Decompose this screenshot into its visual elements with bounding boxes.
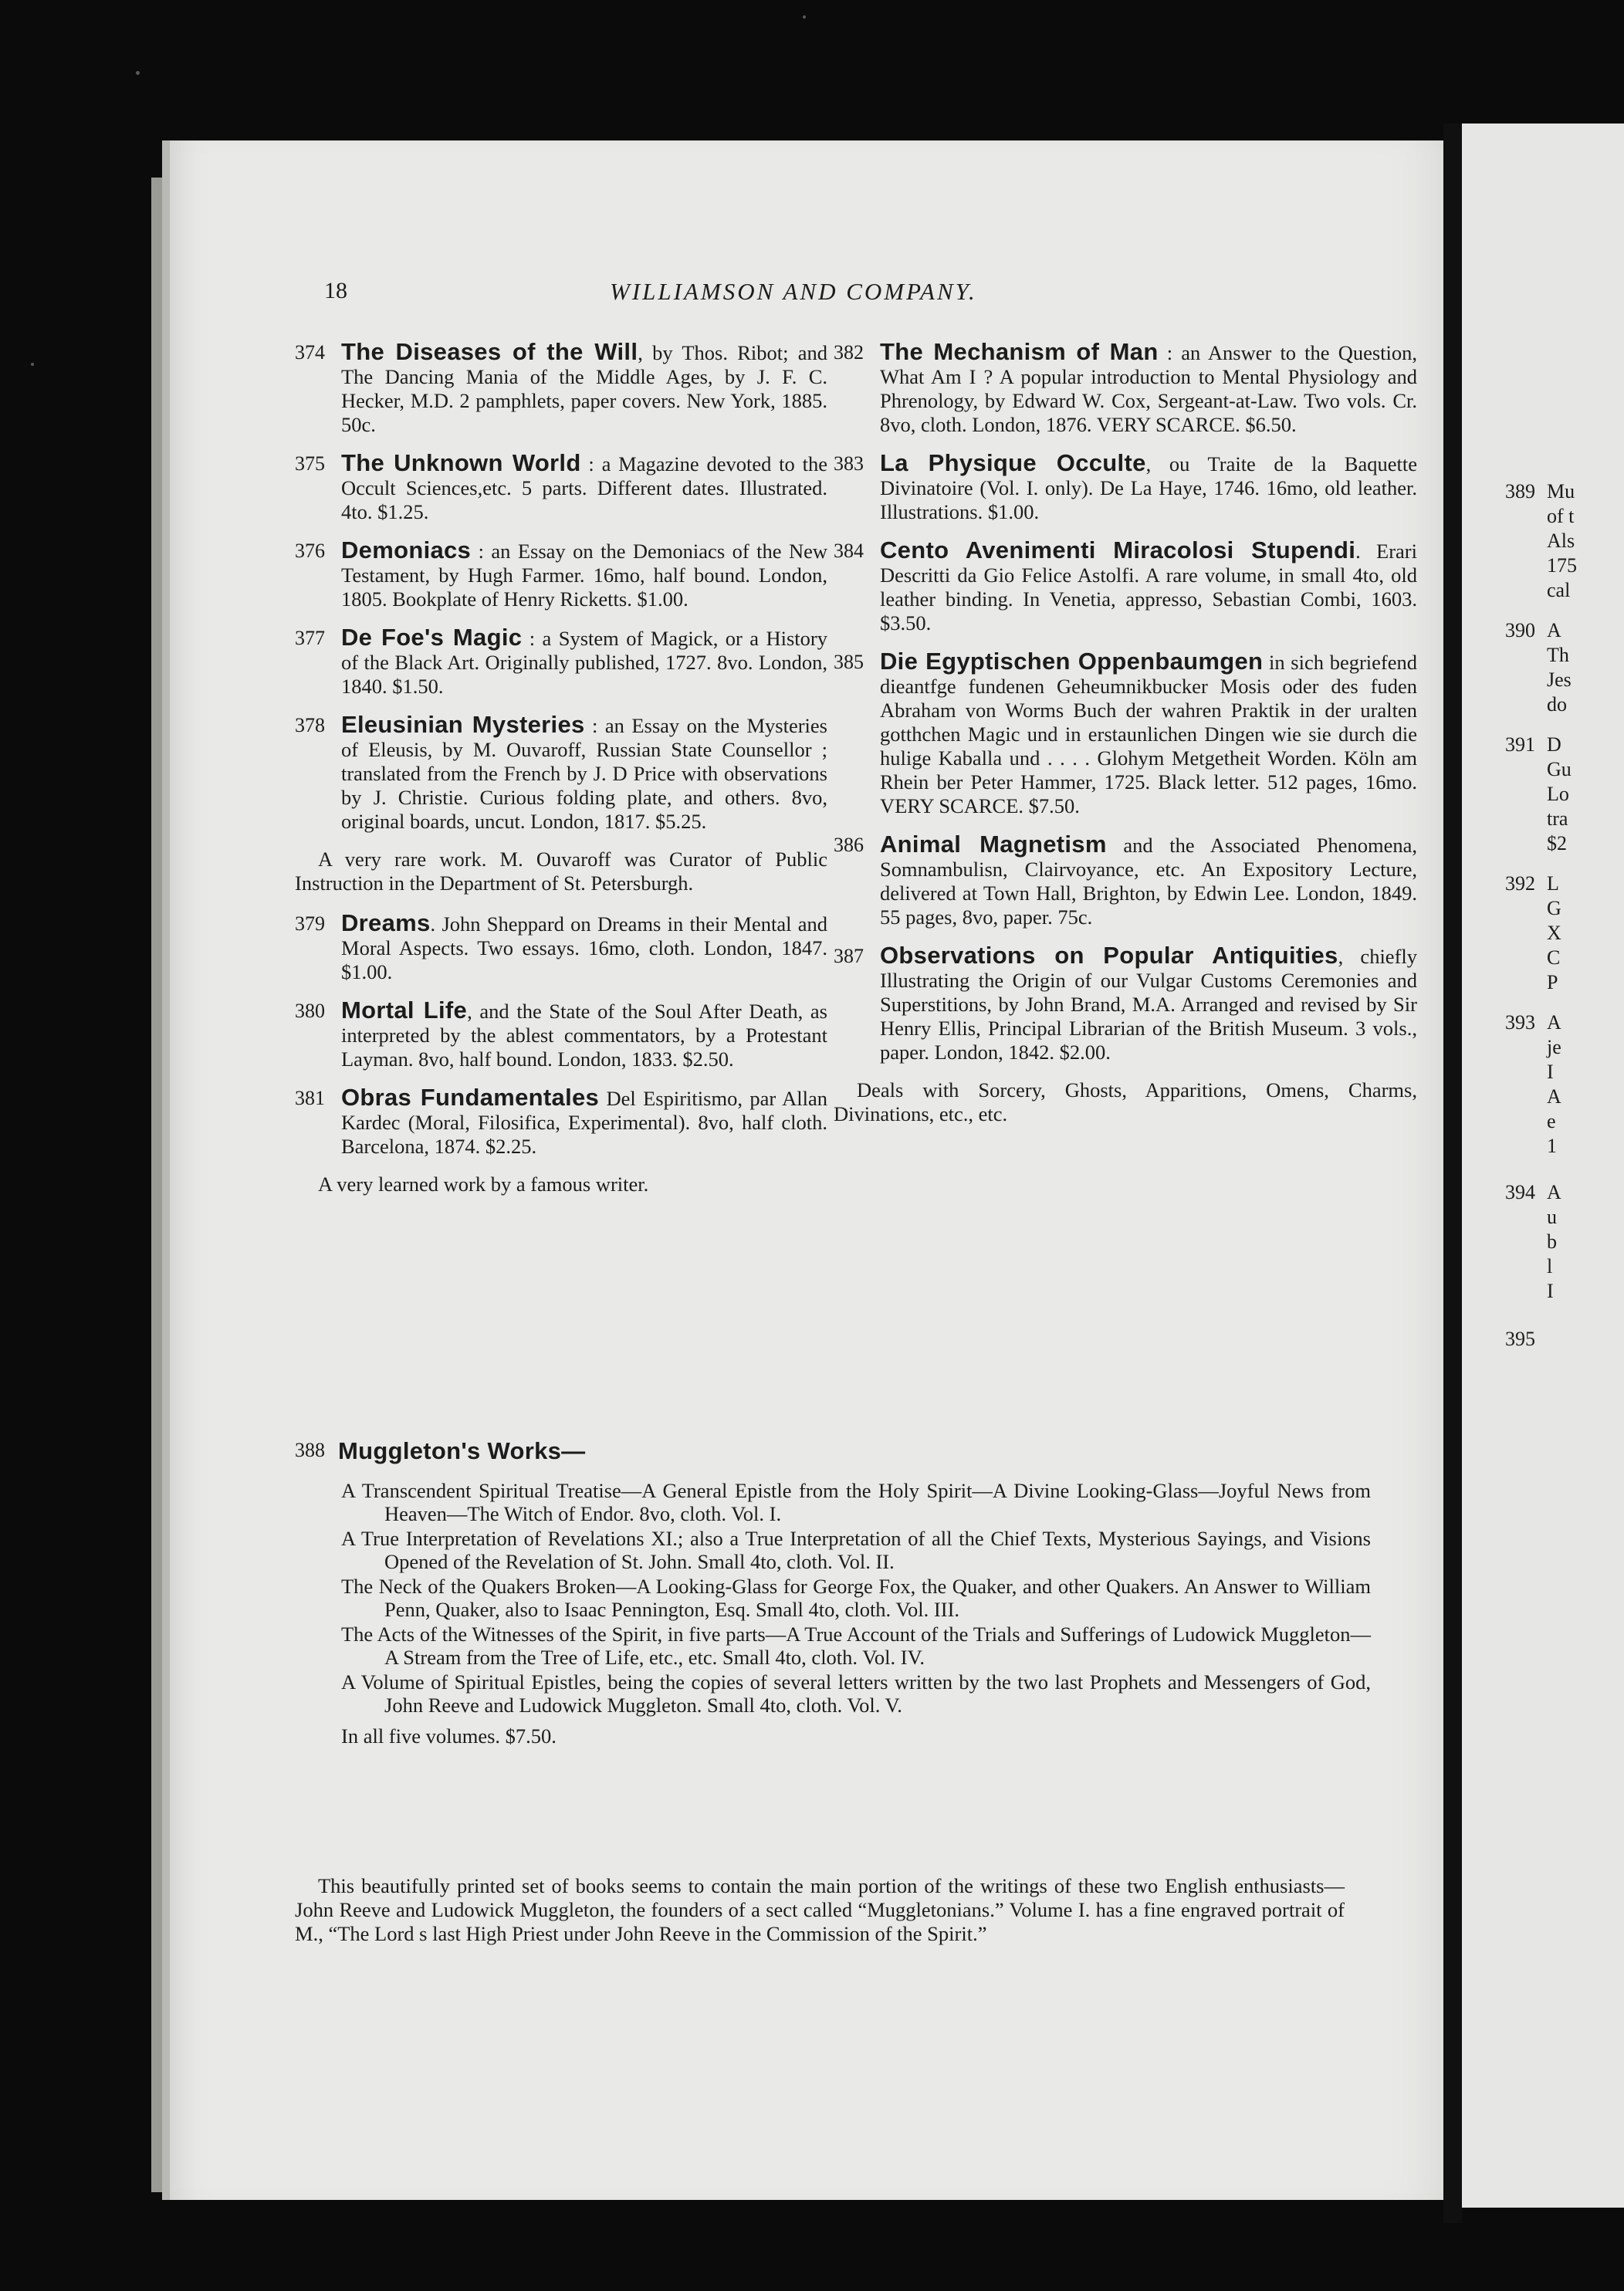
next-page-fragment: [1462, 124, 1624, 2208]
next-page-line: do: [1547, 693, 1567, 716]
entry-title: The Diseases of the Will: [341, 338, 638, 365]
next-page-line: b: [1547, 1230, 1557, 1253]
catalog-entry: [295, 340, 827, 437]
entry-title: Demoniacs: [341, 536, 472, 563]
closing-paragraph: This beautifully printed set of books seems to contain the main portion of the writings of these two English enthusiasts—John Reeve and Ludowick Muggleton, the founders of a sect called “Muggletonians.” Volume I. has a fine engraved portrait of M., “The Lord s last High Priest under John Reeve in the Commission of the Spirit.”: [295, 1874, 1345, 1945]
next-page-line: G: [1547, 897, 1561, 919]
page-header: [324, 278, 1420, 309]
entry-text: [880, 451, 1417, 524]
entry-note: A very rare work. M. Ouvaroff was Curator of Public Instruction in the Department of St. Petersburgh.: [295, 848, 827, 895]
next-page-line: je: [1547, 1036, 1561, 1058]
entry-number: 386: [834, 834, 864, 856]
entry-title: Observations on Popular Antiquities: [880, 942, 1338, 969]
entry-number: 381: [295, 1087, 325, 1109]
entry-text: [341, 1085, 827, 1159]
entry-body: : an Answer to the Question, What Am I ? A popular introduction to Mental Physiology and Phrenology, by Edward W. Cox, Sergeant-at-Law. Two vols. Cr. 8vo, cloth. London, 1876. VERY SCARCE. $6.50.: [880, 341, 1418, 436]
entry-note: Deals with Sorcery, Ghosts, Apparitions, Omens, Charms, Divinations, etc., etc.: [834, 1078, 1417, 1125]
next-page-line: u: [1547, 1206, 1557, 1228]
catalog-entry: [295, 712, 827, 834]
entry-body: Del Espiritismo, par Allan Kardec (Moral, Filosifica, Experimental). 8vo, half cloth. Barcelona, 1874. $2.25.: [341, 1087, 827, 1158]
entry-title: The Mechanism of Man: [880, 338, 1159, 365]
catalog-entry: [295, 911, 827, 984]
entry-body: in sich begriefend dieantfge fundenen Geheumnikbucker Mosis oder des fuden Abraham von Worms Buch der wahren Praktik in der uralten gotthchen Magic und in erstaunlichen Dingen wie sie durch die hulige Kaballa und . . . . Glohym Metgetheit Worden. Köln am Rhein ber Peter Hammer, 1725. Black letter. 512 pages, 16mo. VERY SCARCE. $7.50.: [880, 651, 1417, 817]
next-page-entry-number: 394: [1505, 1181, 1535, 1203]
entry-body: , chiefly Illustrating the Origin of our Vulgar Customs Ceremonies and Superstitions, by John Brand, M.A. Arranged and revised by Sir Henry Ellis, Principal Librarian of the British Museum. 3 vols., paper. London, 1842. $2.00.: [880, 945, 1418, 1064]
next-page-line: X: [1547, 922, 1561, 944]
left-column: [295, 340, 827, 1212]
next-page-line: 175: [1547, 554, 1577, 577]
right-column: [834, 340, 1417, 1142]
entry-number: 388: [295, 1439, 325, 1461]
next-page-line: e: [1547, 1110, 1556, 1132]
entry-body: : a System of Magick, or a History of the Black Art. Originally published, 1727. 8vo. London, 1840. $1.50.: [341, 627, 827, 698]
next-page-line: Th: [1547, 644, 1569, 666]
next-page-line: I: [1547, 1061, 1554, 1083]
entry-number: 384: [834, 540, 864, 562]
next-page-line: tra: [1547, 807, 1568, 830]
entry-text: [880, 538, 1417, 635]
catalog-entry: [834, 943, 1417, 1064]
entry-number: 379: [295, 912, 325, 935]
entry-title: Die Egyptischen Oppenbaumgen: [880, 648, 1264, 675]
entry-note: A very learned work by a famous writer.: [318, 1173, 649, 1196]
entry-number: 383: [834, 452, 864, 475]
next-page-entry-number: 392: [1505, 872, 1535, 895]
entry-text: [341, 340, 827, 437]
entry-title: Eleusinian Mysteries: [341, 711, 585, 738]
entry-number: 377: [295, 627, 325, 649]
next-page-line: $2: [1547, 832, 1567, 854]
next-page-line: Mu: [1547, 480, 1575, 503]
entry-body: and the Associated Phenomena, Somnambulisn, Clairvoyance, etc. An Expository Lecture, delivered at Town Hall, Brighton, by Edwin Lee. London, 1849. 55 pages, 8vo, paper. 75c.: [880, 834, 1417, 929]
next-page-entry-number: 390: [1505, 619, 1535, 641]
volume-line: A Transcendent Spiritual Treatise—A General Epistle from the Holy Spirit—A Divine Looking-Glass—Joyful News from Heaven—The Witch of Endor. 8vo, cloth. Vol. I.: [341, 1479, 1371, 1525]
entry-text: [341, 451, 827, 524]
volume-line: The Acts of the Witnesses of the Spirit, in five parts—A True Account of the Trials and Sufferings of Ludowick Muggleton—A Stream from the Tree of Life, etc., etc. Small 4to, cloth. Vol. IV.: [341, 1623, 1371, 1669]
entry-title: La Physique Occulte: [880, 449, 1146, 476]
entry-body: : a Magazine devoted to the Occult Sciences,etc. 5 parts. Different dates. Illustrated. 4to. $1.25.: [341, 452, 827, 523]
next-page-entry-number: 393: [1505, 1011, 1535, 1034]
next-page-line: 1: [1547, 1135, 1557, 1157]
catalog-entry: [295, 538, 827, 611]
entry-body: , and the State of the Soul After Death, as interpreted by the ablest commentators, by a Protestant Layman. 8vo, half bound. London, 1833. $2.50.: [341, 1000, 827, 1071]
entry-number: 374: [295, 341, 325, 364]
next-page-line: D: [1547, 733, 1561, 756]
next-page-line: P: [1547, 971, 1558, 993]
entry-title: De Foe's Magic: [341, 624, 523, 651]
muggleton-entry: [295, 1437, 1371, 1748]
next-page-line: Lo: [1547, 783, 1569, 805]
next-page-line: L: [1547, 872, 1559, 895]
entry-body: : an Essay on the Demoniacs of the New Testament, by Hugh Farmer. 16mo, half bound. London, 1805. Bookplate of Henry Ricketts. $1.00.: [341, 540, 827, 611]
entry-number: 387: [834, 945, 864, 967]
entry-number: 380: [295, 1000, 325, 1022]
entry-title: Muggleton's Works—: [338, 1437, 586, 1464]
catalog-entry: [295, 998, 827, 1071]
entry-number: 382: [834, 341, 864, 364]
volume-line: A Volume of Spiritual Epistles, being the copies of several letters written by the two last Prophets and Messengers of God, John Reeve and Ludowick Muggleton. Small 4to, cloth. Vol. V.: [341, 1670, 1371, 1717]
entry-body: . John Sheppard on Dreams in their Mental and Moral Aspects. Two essays. 16mo, cloth. London, 1847. $1.00.: [341, 912, 827, 983]
catalog-entry: [295, 625, 827, 699]
next-page-line: of t: [1547, 505, 1575, 527]
entry-title: The Unknown World: [341, 449, 581, 476]
next-page-entry-number: 395: [1505, 1328, 1535, 1350]
entry-body: : an Essay on the Mysteries of Eleusis, by M. Ouvaroff, Russian State Counsellor ; translated from the French by J. D Price with observations by J. Christie. Curious folding plate, and others. 8vo, original boards, uncut. London, 1817. $5.25.: [341, 714, 827, 833]
next-page-line: A: [1547, 1181, 1561, 1203]
catalog-entry: [834, 538, 1417, 635]
entry-title: Animal Magnetism: [880, 831, 1107, 858]
entry-number: 375: [295, 452, 325, 475]
entry-title: Cento Avenimenti Miracolosi Stupendi: [880, 536, 1356, 563]
next-page-line: A: [1547, 619, 1561, 641]
next-page-entry-number: 391: [1505, 733, 1535, 756]
running-title: WILLIAMSON AND COMPANY.: [610, 278, 977, 305]
page-edge: [151, 178, 162, 2192]
entry-title: Mortal Life: [341, 997, 468, 1024]
entry-title: Dreams: [341, 909, 431, 936]
volume-line: A True Interpretation of Revelations XI.; also a True Interpretation of all the Chief Texts, Mysterious Sayings, and Visions Opened of the Revelation of St. John. Small 4to, cloth. Vol. II.: [341, 1527, 1371, 1573]
catalog-entry: [295, 451, 827, 524]
entry-number: 376: [295, 540, 325, 562]
catalog-entry: [834, 649, 1417, 818]
next-page-line: I: [1547, 1280, 1554, 1302]
entry-number: 385: [834, 651, 864, 673]
entry-text: [880, 340, 1417, 437]
next-page-line: Jes: [1547, 668, 1572, 691]
entry-text: [880, 943, 1417, 1064]
next-page-line: Als: [1547, 530, 1575, 552]
entry-text: [341, 538, 827, 611]
entry-total: In all five volumes. $7.50.: [341, 1724, 557, 1748]
book-gutter: [1443, 124, 1462, 2223]
next-page-line: A: [1547, 1011, 1561, 1034]
entry-number: 378: [295, 714, 325, 736]
next-page-line: Gu: [1547, 758, 1572, 780]
entry-body: , ou Traite de la Baquette Divinatoire (Vol. I. only). De La Haye, 1746. 16mo, old leather. Illustrations. $1.00.: [880, 452, 1417, 523]
catalog-entry: [834, 340, 1417, 437]
page-number: 18: [324, 278, 347, 303]
entry-text: [341, 712, 827, 834]
volume-line: The Neck of the Quakers Broken—A Looking-Glass for George Fox, the Quaker, and other Quakers. An Answer to William Penn, Quaker, also to Isaac Pennington, Esq. Small 4to, cloth. Vol. III.: [341, 1575, 1371, 1621]
catalog-entry: [295, 1085, 827, 1159]
entry-body: . Erari Descritti da Gio Felice Astolfi. A rare volume, in small 4to, old leather binding. In Venetia, appresso, Sebastian Combi, 1603. $3.50.: [880, 540, 1417, 635]
entry-text: [341, 911, 827, 984]
entry-text: [341, 625, 827, 699]
catalog-entry: [834, 451, 1417, 524]
next-page-entry-number: 389: [1505, 480, 1535, 503]
next-page-line: l: [1547, 1255, 1553, 1277]
entry-text: [880, 649, 1417, 818]
next-page-line: cal: [1547, 579, 1571, 601]
catalog-entry: [834, 832, 1417, 929]
entry-title: Obras Fundamentales: [341, 1084, 600, 1111]
entry-text: [341, 998, 827, 1071]
entry-text: [880, 832, 1417, 929]
entry-body: , by Thos. Ribot; and The Dancing Mania of the Middle Ages, by J. F. C. Hecker, M.D. 2 pamphlets, paper covers. New York, 1885. 50c.: [341, 341, 827, 436]
next-page-line: C: [1547, 946, 1561, 969]
next-page-line: A: [1547, 1085, 1561, 1108]
